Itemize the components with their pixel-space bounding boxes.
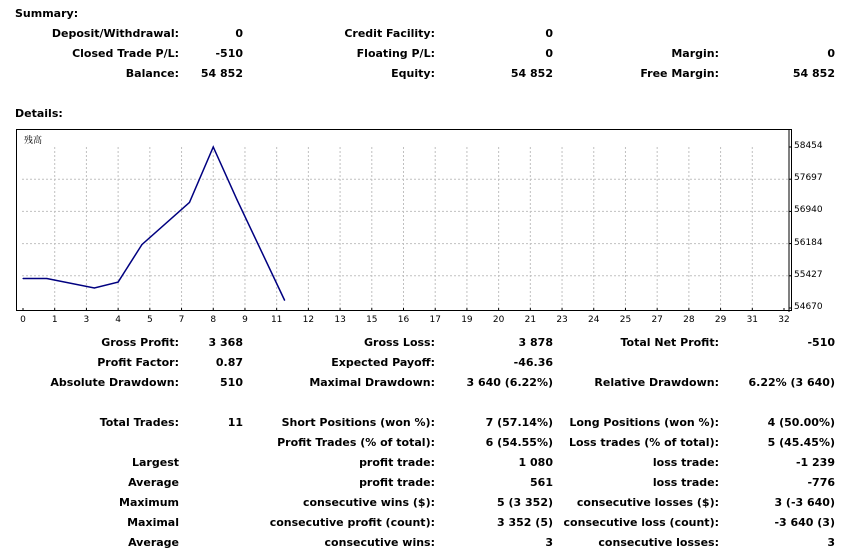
x-tick-label: 31 <box>746 315 759 325</box>
summary-label: Free Margin: <box>640 67 719 80</box>
details-value: 7 (57.14%) <box>485 416 553 429</box>
balance-point <box>46 278 47 279</box>
details-title: Details: <box>15 107 63 120</box>
details-value: 1 080 <box>518 456 553 469</box>
details-value: 3 352 (5) <box>497 516 553 529</box>
details-label: Absolute Drawdown: <box>50 376 179 389</box>
x-tick-label: 0 <box>20 315 26 325</box>
x-tick-label: 21 <box>524 315 537 325</box>
details-value: 0.87 <box>215 356 243 369</box>
details-label: Gross Loss: <box>364 336 435 349</box>
details-label: Relative Drawdown: <box>594 376 719 389</box>
summary-value: 0 <box>545 27 553 40</box>
x-tick-label: 13 <box>334 315 346 325</box>
details-value: 3 <box>545 536 553 549</box>
x-tick-label: 24 <box>588 315 600 325</box>
x-tick-label: 4 <box>115 315 121 325</box>
x-tick-label: 20 <box>492 315 505 325</box>
summary-value: 0 <box>235 27 243 40</box>
details-value: 6 (54.55%) <box>485 436 553 449</box>
summary-value: 54 852 <box>510 67 553 80</box>
summary-value: 54 852 <box>792 67 835 80</box>
x-tick-label: 9 <box>242 315 248 325</box>
x-tick-label: 19 <box>461 315 473 325</box>
summary-value: 0 <box>545 47 553 60</box>
y-tick-label: 54670 <box>794 302 823 312</box>
details-label: Long Positions (won %): <box>569 416 719 429</box>
balance-point <box>236 199 237 200</box>
details-value: 3 878 <box>518 336 553 349</box>
x-tick-label: 7 <box>178 315 185 325</box>
details-label: Short Positions (won %): <box>281 416 435 429</box>
details-value: 3 (-3 640) <box>774 496 835 509</box>
details-label: profit trade: <box>359 456 435 469</box>
details-value: 5 (45.45%) <box>767 436 835 449</box>
x-tick-label: 27 <box>651 315 663 325</box>
details-label: consecutive profit (count): <box>269 516 435 529</box>
details-value: -46.36 <box>513 356 553 369</box>
x-tick-label: 3 <box>83 315 90 325</box>
balance-chart-svg <box>17 130 793 325</box>
details-label: Total Net Profit: <box>620 336 719 349</box>
details-label: Loss trades (% of total): <box>568 436 719 449</box>
details-label: Maximum <box>119 496 179 509</box>
x-tick-label: 29 <box>714 315 727 325</box>
details-label: Average <box>128 476 179 489</box>
y-tick-label: 56184 <box>794 237 823 248</box>
balance-point <box>284 300 285 301</box>
balance-point <box>213 146 214 147</box>
details-label: loss trade: <box>652 476 719 489</box>
details-value: -3 640 (3) <box>774 516 835 529</box>
summary-value: -510 <box>215 47 243 60</box>
x-tick-label: 12 <box>302 315 315 325</box>
y-tick-label: 55427 <box>794 269 823 280</box>
details-label: Gross Profit: <box>101 336 179 349</box>
balance-point <box>118 281 119 282</box>
x-tick-label: 23 <box>556 315 568 325</box>
details-label: Profit Trades (% of total): <box>277 436 435 449</box>
balance-point <box>141 244 142 245</box>
y-tick-label: 57697 <box>794 173 823 184</box>
summary-value: 54 852 <box>200 67 243 80</box>
details-label: Profit Factor: <box>97 356 179 369</box>
summary-title: Summary: <box>15 7 79 20</box>
details-value: -776 <box>807 476 835 489</box>
y-tick-label: 58454 <box>794 141 823 151</box>
details-value: 4 (50.00%) <box>767 416 835 429</box>
details-value: 5 (3 352) <box>497 496 553 509</box>
details-value: -510 <box>807 336 835 349</box>
x-tick-label: 17 <box>429 315 441 325</box>
summary-label: Credit Facility: <box>344 27 435 40</box>
balance-point <box>22 278 23 279</box>
summary-label: Closed Trade P/L: <box>72 47 179 60</box>
details-label: consecutive loss (count): <box>563 516 719 529</box>
details-label: consecutive losses: <box>598 536 719 549</box>
details-label: consecutive losses ($): <box>576 496 719 509</box>
summary-label: Deposit/Withdrawal: <box>51 27 179 40</box>
chart-title: 残高 <box>24 136 43 146</box>
details-value: 510 <box>220 376 243 389</box>
x-tick-label: 25 <box>619 315 632 325</box>
details-value: 6.22% (3 640) <box>748 376 835 389</box>
x-tick-label: 16 <box>397 315 410 325</box>
x-tick-label: 11 <box>270 315 283 325</box>
balance-point <box>189 202 190 203</box>
details-label: profit trade: <box>359 476 435 489</box>
summary-label: Balance: <box>125 67 179 80</box>
details-label: Maximal Drawdown: <box>309 376 435 389</box>
x-tick-label: 15 <box>366 315 378 325</box>
x-tick-label: 1 <box>51 315 58 325</box>
details-value: 3 <box>827 536 835 549</box>
summary-value: 0 <box>827 47 835 60</box>
balance-point <box>94 287 95 288</box>
details-value: 561 <box>530 476 553 489</box>
details-label: Maximal <box>127 516 179 529</box>
details-label: Largest <box>132 456 179 469</box>
x-tick-label: 8 <box>210 315 217 325</box>
x-tick-label: 28 <box>683 315 695 325</box>
details-label: consecutive wins ($): <box>302 496 435 509</box>
summary-label: Equity: <box>391 67 435 80</box>
summary-label: Floating P/L: <box>356 47 435 60</box>
summary-label: Margin: <box>671 47 719 60</box>
details-value: 3 368 <box>208 336 243 349</box>
details-label: Average <box>128 536 179 549</box>
details-label: consecutive wins: <box>324 536 435 549</box>
details-value: 11 <box>227 416 243 429</box>
details-value: -1 239 <box>795 456 835 469</box>
details-label: Total Trades: <box>99 416 179 429</box>
x-tick-label: 32 <box>778 315 790 325</box>
x-tick-label: 5 <box>146 315 153 325</box>
balance-chart <box>16 129 792 325</box>
details-label: Expected Payoff: <box>331 356 435 369</box>
details-label: loss trade: <box>652 456 719 469</box>
y-tick-label: 56940 <box>794 205 823 216</box>
details-value: 3 640 (6.22%) <box>466 376 553 389</box>
